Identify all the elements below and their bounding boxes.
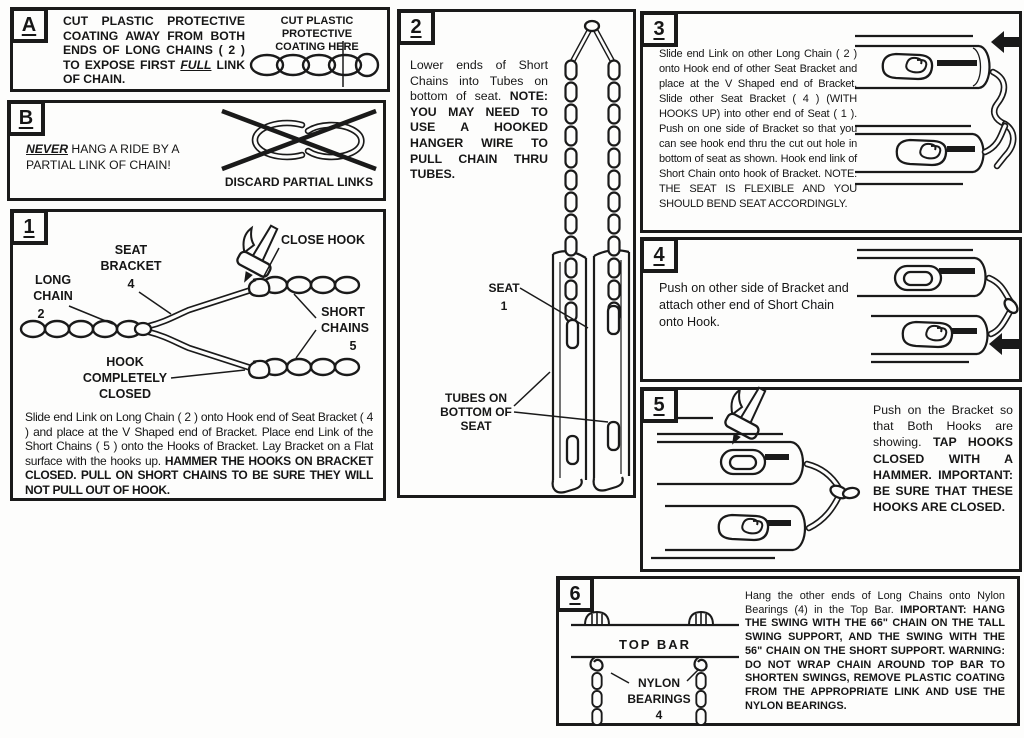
step-b-badge: B	[7, 100, 45, 136]
emphasized-word: NEVER	[26, 142, 68, 156]
seat-foot	[553, 479, 582, 493]
step-a-caption: CUT PLASTIC PROTECTIVE COATING HERE	[275, 15, 359, 53]
seat-foot	[594, 477, 623, 491]
short-chains-in-tubes-drawing	[566, 61, 620, 322]
cutout-edge	[939, 268, 975, 274]
chain-v-drawing	[807, 464, 860, 528]
step-3-instructions: Slide end Link on other Long Chain ( 2 ) onto Hook end of other Seat Bracket and place at the V Shaped end of Bracket. Slide other Seat Bracket ( 4 ) (WITH HOOKS UP) into other end of Seat ( 1 ). Push on one side of Bracket so that you can see hook end thru the cut out hole in bottom of seat as shown. Hook end link of Short Chain onto hook of Bracket. NOTE: THE SEAT IS FLEXIBLE AND YOU SHOULD BEND SEAT ACCORDINGLY.	[659, 48, 857, 210]
label-seat-bracket: BRACKET	[100, 259, 162, 273]
hook-in-cutout	[903, 322, 952, 347]
label-nylon-bearings: BEARINGS	[627, 692, 691, 706]
upper-short-chain-drawing	[249, 277, 359, 296]
label-hook-closed: COMPLETELY	[82, 371, 168, 385]
panel-step-1	[10, 209, 386, 501]
label-hook-closed: HOOK	[106, 355, 144, 369]
cutout-edge	[937, 60, 977, 66]
step-b-instructions: NEVER HANG A RIDE BY A PARTIAL LINK OF CHAIN!	[26, 142, 179, 172]
label-tubes: SEAT	[460, 419, 492, 433]
step-2-instructions: Lower ends of Short Chains into Tubes on bottom of seat. NOTE: YOU MAY NEED TO USE A HOOKED HANGER WIRE TO PULL CHAIN THRU TUBES.	[410, 58, 548, 182]
short-chain-curve-drawing	[993, 72, 1013, 166]
label-seat-bracket: SEAT	[114, 243, 148, 257]
panel-step-5	[640, 387, 1022, 572]
cutout-edge	[947, 146, 975, 152]
step-1-illustration	[13, 226, 383, 406]
cutout-edge	[767, 520, 791, 526]
step-5-instructions: Push on the Bracket so that Both Hooks are showing. TAP HOOKS CLOSED WITH A HAMMER. IMPORTANT: BE SURE THAT THESE HOOKS ARE CLOSED.	[873, 403, 1014, 515]
step-6-badge: 6	[556, 576, 594, 612]
label-long-chain: LONG	[34, 273, 72, 287]
panel-step-6	[556, 576, 1020, 726]
cross-out-x-mark	[222, 111, 376, 169]
step-4-badge: 4	[640, 237, 678, 273]
step-a-badge: A	[10, 7, 48, 43]
panel-step-2	[397, 9, 636, 498]
push-direction-arrow-icon	[991, 31, 1021, 53]
closed-link-in-cutout	[895, 266, 941, 290]
step-a-instructions: CUT PLASTIC PROTECTIVE COATING AWAY FROM BOTH ENDS OF LONG CHAINS ( 2 ) TO EXPOSE FIRST FULL LINK OF CHAIN.	[63, 14, 245, 87]
label-top-bar: TOP BAR	[618, 637, 692, 652]
hook-in-cutout	[897, 140, 946, 165]
step-6-instructions: Hang the other ends of Long Chains onto Nylon Bearings (4) in the Top Bar. IMPORTANT: HANG THE SWING WITH THE 66" CHAIN ON THE TALL SWING SUPPORT, AND THE SWING WITH THE 56" CHAIN ON THE SHORT SUPPORT. WARNING: DO NOT WRAP CHAIN AROUND TOP BAR TO SHORTEN SWINGS, REMOVE PLASTIC COATING FROM THE APPROPRIATE LINK AND USE THE NYLON BEARINGS.	[745, 590, 1006, 712]
step-3-badge: 3	[640, 11, 678, 47]
nylon-bearing-icon	[585, 612, 609, 625]
closed-link-in-cutout	[721, 450, 765, 474]
label-short-chains: SHORT	[321, 305, 365, 319]
chain-v-drawing	[989, 278, 1020, 334]
lower-short-chain-drawing	[249, 359, 359, 378]
label-nylon-bearings: NYLON	[638, 676, 680, 690]
label-long-chain: CHAIN	[33, 289, 73, 303]
panel-step-b	[7, 100, 386, 201]
label-tubes: BOTTOM OF	[440, 405, 512, 419]
label-seat-number: 1	[500, 299, 508, 313]
label-short-chains: CHAINS	[321, 321, 369, 335]
step-1-instructions: Slide end Link on Long Chain ( 2 ) onto Hook end of Seat Bracket ( 4 ) and place at the V Shaped end of Bracket. Place end Link of the Short Chains ( 5 ) onto the Hooks of Bracket. Lay Bracket on a Flat surface with the hooks up. HAMMER THE HOOKS ON BRACKET CLOSED. PULL ON SHORT CHAINS TO BE SURE THEY WILL NOT PULL OUT OF HOOK.	[25, 410, 373, 497]
hook-in-cutout	[719, 515, 768, 540]
cutout-edge	[951, 328, 977, 334]
label-seat-bracket-number: 4	[127, 277, 135, 291]
chain-to-bottom-hook-drawing	[985, 126, 1005, 152]
cutout-edge	[765, 454, 789, 460]
step-5-badge: 5	[640, 387, 678, 423]
seat-bracket-drawing	[135, 288, 257, 370]
step-1-badge: 1	[10, 209, 48, 245]
upper-hook	[249, 279, 269, 296]
label-nylon-bearings-number: 4	[655, 708, 663, 722]
panel-step-4	[640, 237, 1022, 382]
hanger-bracket-drawing	[571, 21, 614, 64]
nylon-bearing-icon	[689, 612, 713, 625]
label-close-hook: CLOSE HOOK	[281, 233, 366, 247]
label-seat: SEAT	[488, 281, 520, 295]
label-tubes: TUBES ON	[444, 391, 508, 405]
hook-in-cutout	[883, 54, 932, 79]
label-hook-closed: CLOSED	[98, 387, 152, 401]
step-2-badge: 2	[397, 9, 435, 45]
long-chain-drawing	[21, 321, 141, 337]
panel-step-a	[10, 7, 390, 92]
discard-links-illustration	[216, 107, 382, 173]
label-long-chain-number: 2	[37, 307, 45, 321]
panel-step-3	[640, 11, 1022, 233]
step-4-instructions: Push on other side of Bracket and attach other end of Short Chain onto Hook.	[659, 281, 849, 330]
lower-hook	[249, 361, 269, 378]
label-short-chains-number: 5	[349, 339, 357, 353]
step-b-caption: DISCARD PARTIAL LINKS	[224, 175, 374, 189]
chain-links-drawing	[251, 54, 378, 76]
emphasized-word: FULL	[180, 57, 212, 72]
